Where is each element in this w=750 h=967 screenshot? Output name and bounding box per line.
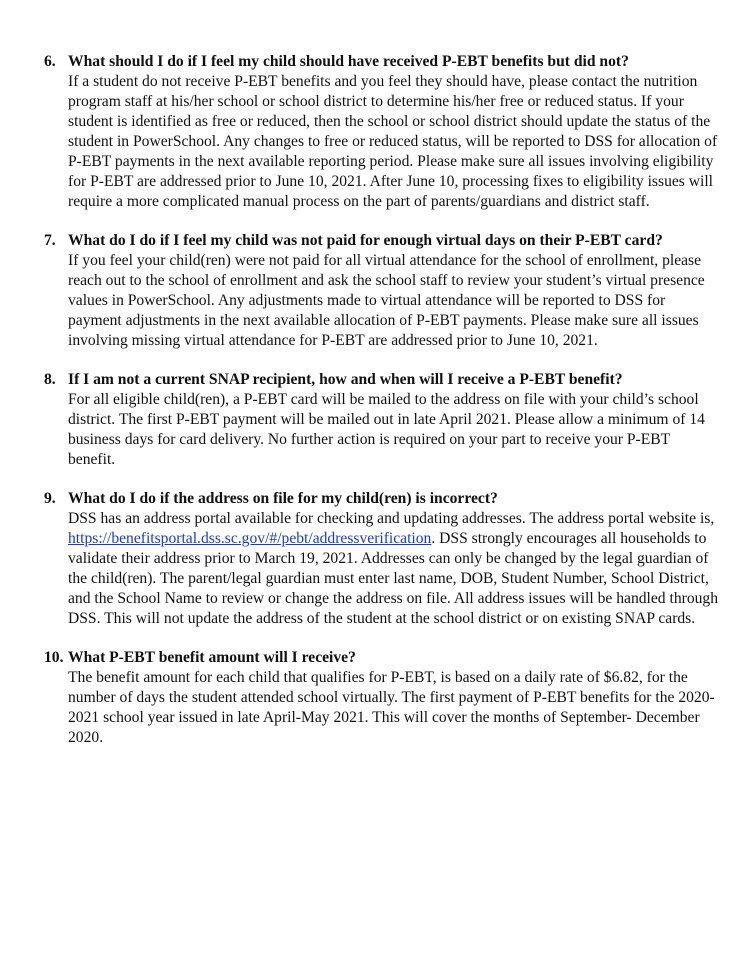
faq-answer: If a student do not receive P-EBT benefits and you feel they should have, please contact the nutrition program staff at his/her school or school district to determine his/her free or reduced status. If your student is identified as free or reduced, then the school or school district should update the status of the student in PowerSchool. Any changes to free or reduced status, will be reported to DSS for allocation of P-EBT payments in the next available reporting period. Please make sure all issues involving eligibility for P-EBT are addressed prior to June 10, 2021. After June 10, processing fixes to eligibility issues will require a more complicated manual process on the part of parents/guardians and district staff. (68, 73, 718, 210)
faq-answer-part-1: DSS has an address portal available for checking and updating addresses. The address portal website is, (68, 510, 715, 527)
faq-number: 10. (44, 649, 64, 666)
faq-number: 6. (44, 53, 56, 70)
faq-question: What do I do if the address on file for my child(ren) is incorrect? (68, 490, 498, 507)
faq-question: What P-EBT benefit amount will I receive? (68, 649, 356, 666)
faq-number: 9. (44, 490, 56, 507)
faq-answer (68, 509, 720, 629)
faq-item-10 (0, 648, 720, 748)
faq-content (68, 231, 720, 351)
faq-content (68, 489, 720, 629)
faq-question: If I am not a current SNAP recipient, how and when will I receive a P-EBT benefit? (68, 371, 623, 388)
faq-item-6 (0, 52, 720, 212)
faq-number: 7. (44, 232, 56, 249)
faq-item-8 (0, 370, 720, 470)
faq-content (68, 648, 720, 748)
address-portal-link[interactable]: https://benefitsportal.dss.sc.gov/#/pebt/addressverification (68, 530, 432, 547)
faq-answer: For all eligible child(ren), a P-EBT card will be mailed to the address on file with your child’s school district. The first P-EBT payment will be mailed out in late April 2021. Please allow a minimum of 14 business days for card delivery. No further action is required on your part to receive your P-EBT benefit. (68, 391, 705, 468)
faq-content (68, 52, 720, 212)
faq-item-9 (0, 489, 720, 629)
faq-answer-part-2: . DSS strongly encourages all households to validate their address prior to March 19, 2021. Addresses can only be changed by the legal guardian of the child(ren). The parent/legal guardian must enter last name, DOB, Student Number, School District, and the School Name to review or change the address on file. All address issues will be handled through DSS. This will not update the address of the student at the school district or on existing SNAP cards. (68, 530, 719, 627)
faq-question: What do I do if I feel my child was not paid for enough virtual days on their P-EBT card? (68, 232, 663, 249)
faq-number: 8. (44, 371, 56, 388)
faq-answer: The benefit amount for each child that qualifies for P-EBT, is based on a daily rate of $6.82, for the number of days the student attended school virtually. The first payment of P-EBT benefits for the 2020-2021 school year issued in late April-May 2021. This will cover the months of September- December 2020. (68, 669, 715, 746)
faq-question: What should I do if I feel my child should have received P-EBT benefits but did not? (68, 53, 629, 70)
faq-answer: If you feel your child(ren) were not paid for all virtual attendance for the school of enrollment, please reach out to the school of enrollment and ask the school staff to review your student’s virtual presence values in PowerSchool. Any adjustments made to virtual attendance will be reported to DSS for payment adjustments in the next available allocation of P-EBT payments. Please make sure all issues involving missing virtual attendance for P-EBT are addressed prior to June 10, 2021. (68, 252, 705, 349)
faq-item-7 (0, 231, 720, 351)
faq-content (68, 370, 720, 470)
